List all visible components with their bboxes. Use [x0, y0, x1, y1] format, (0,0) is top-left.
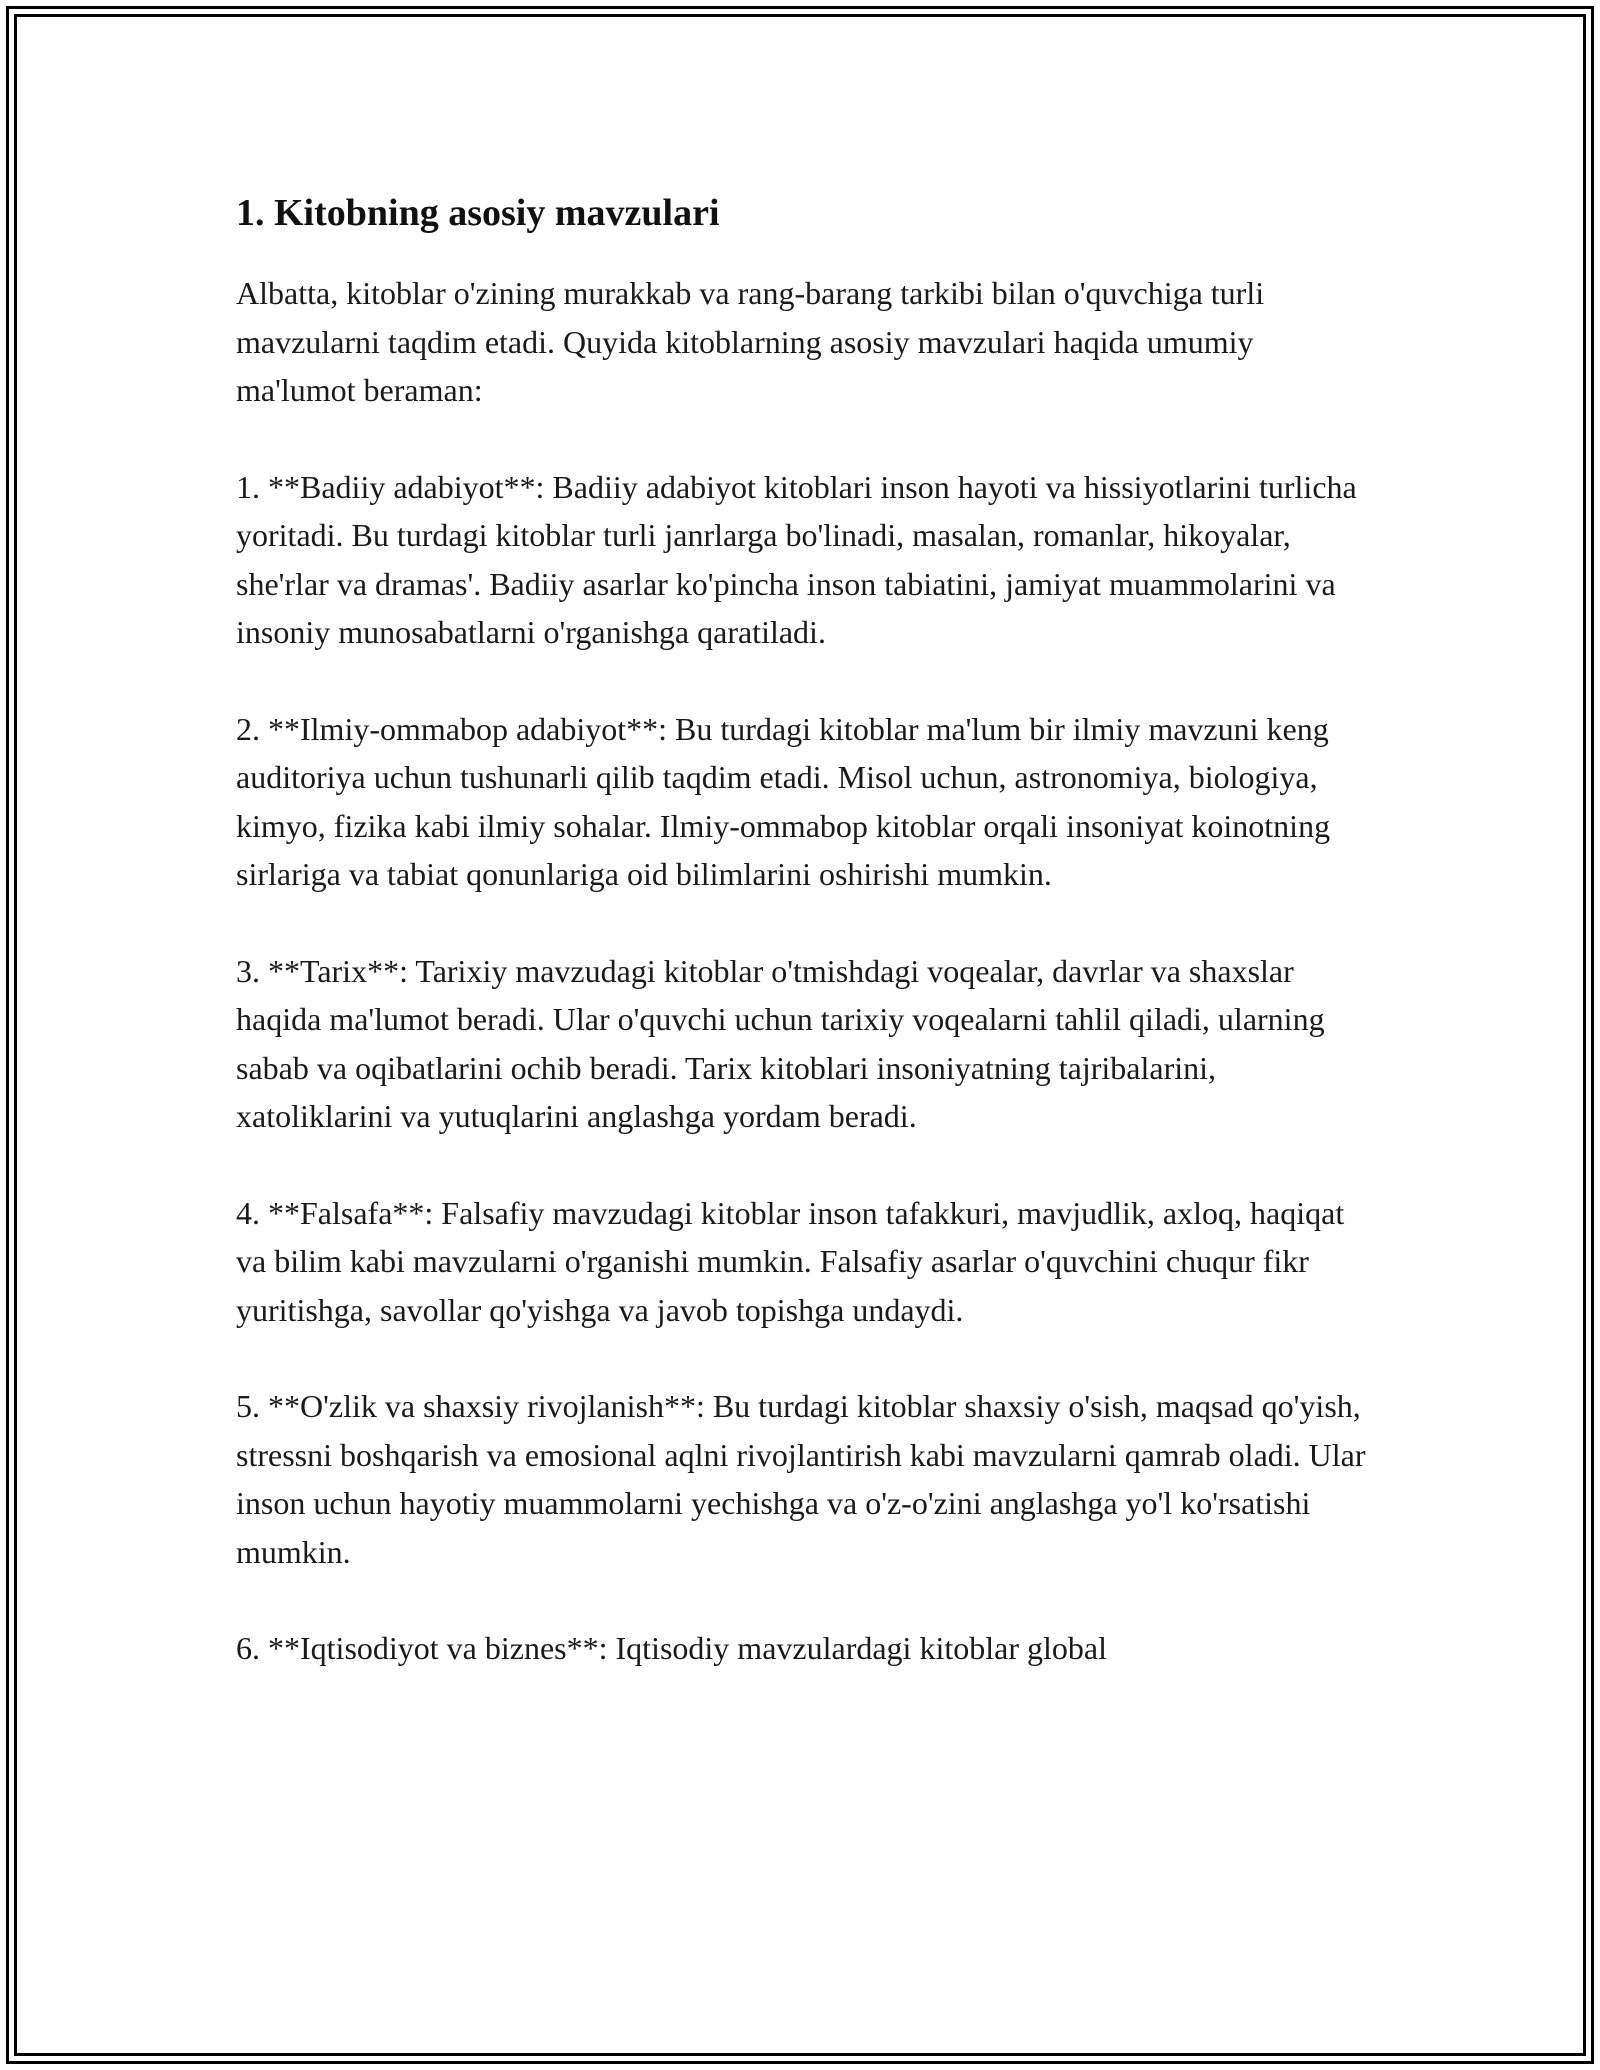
paragraph-badiiy-adabiyot: 1. **Badiiy adabiyot**: Badiiy adabiyot kitoblari inson hayoti va hissiyotlarini turlicha yoritadi. Bu turdagi kitoblar turli janrlarga bo'linadi, masalan, romanlar, hikoyalar, she'rlar va dramas'. Badiiy asarlar ko'pincha inson tabiatini, jamiyat muammolarini va insoniy munosabatlarni o'rganishga qaratiladi.: [236, 468, 1357, 650]
paragraph-tarix: 3. **Tarix**: Tarixiy mavzudagi kitoblar o'tmishdagi voqealar, davrlar va shaxslar haqida ma'lumot beradi. Ular o'quvchi uchun tarixiy voqealarni tahlil qiladi, ularning sabab va oqibatlarini ochib beradi. Tarix kitoblari insoniyatning tajribalarini, xatoliklarini va yutuqlarini anglashga yordam beradi.: [236, 952, 1325, 1134]
document-heading: 1. Kitobning asosiy mavzulari: [236, 192, 720, 234]
document-body: [236, 185, 1376, 1721]
paragraph-ozlik: 5. **O'zlik va shaxsiy rivojlanish**: Bu turdagi kitoblar shaxsiy o'sish, maqsad qo'yish, stressni boshqarish va emosional aqlni rivojlantirish kabi mavzularni qamrab oladi. Ular inson uchun hayotiy muammolarni yechishga va o'z-o'zini anglashga yo'l ko'rsatishi mumkin.: [236, 1388, 1366, 1570]
paragraph-falsafa: 4. **Falsafa**: Falsafiy mavzudagi kitoblar inson tafakkuri, mavjudlik, axloq, haqiqat va bilim kabi mavzularni o'rganishi mumkin. Falsafiy asarlar o'quvchini chuqur fikr yuritishga, savollar qo'yishga va javob topishga undaydi.: [236, 1194, 1345, 1328]
paragraph-iqtisodiyot: 6. **Iqtisodiyot va biznes**: Iqtisodiy mavzulardagi kitoblar global: [236, 1630, 1107, 1666]
paragraph-ilmiy-ommabop: 2. **Ilmiy-ommabop adabiyot**: Bu turdagi kitoblar ma'lum bir ilmiy mavzuni keng auditoriya uchun tushunarli qilib taqdim etadi. Misol uchun, astronomiya, biologiya, kimyo, fizika kabi ilmiy sohalar. Ilmiy-ommabop kitoblar orqali insoniyat koinotning sirlariga va tabiat qonunlariga oid bilimlarini oshirishi mumkin.: [236, 710, 1331, 892]
intro-paragraph: Albatta, kitoblar o'zining murakkab va rang-barang tarkibi bilan o'quvchiga turli mavzularni taqdim etadi. Quyida kitoblarning asosiy mavzulari haqida umumiy ma'lumot beraman:: [236, 275, 1265, 408]
